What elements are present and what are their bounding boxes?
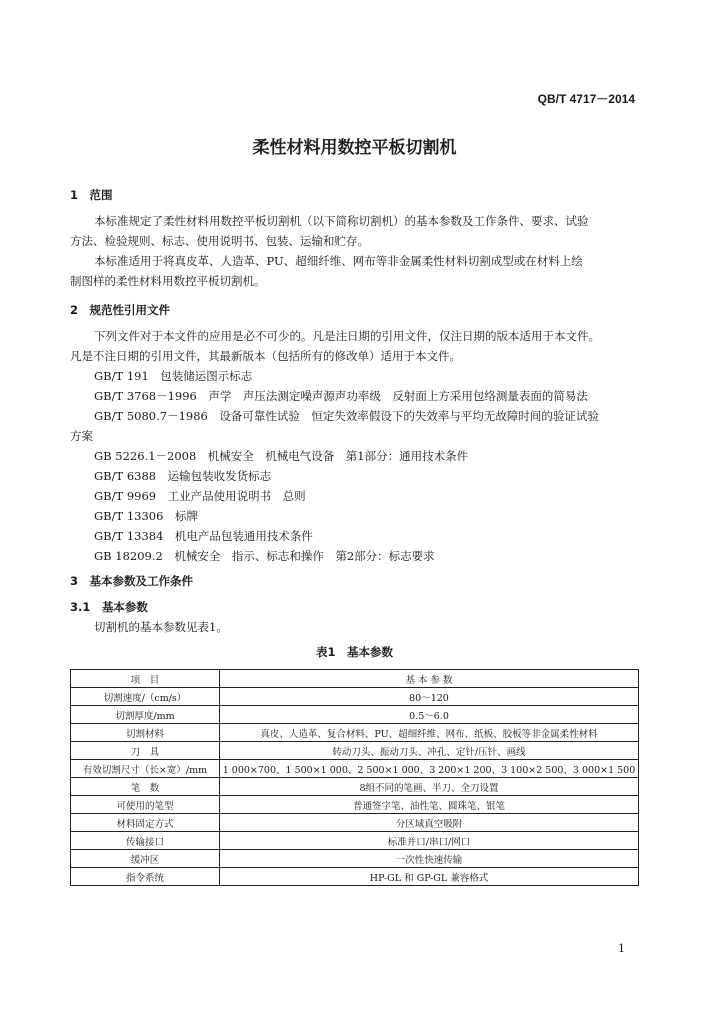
table-row	[71, 796, 639, 814]
standard-number: QB/T 4717－2014	[537, 92, 635, 106]
param-value: HP-GL 和 GP-GL 兼容格式	[220, 868, 639, 886]
table-row	[71, 688, 639, 706]
reference-item: GB/T 13384 机电产品包装通用技术条件	[94, 529, 313, 543]
reference-item: GB/T 13306 标牌	[94, 509, 198, 523]
reference-item: GB/T 3768－1996 声学 声压法测定噪声源声功率级 反射面上方采用包络测量表面的简易法	[94, 389, 588, 403]
param-name: 切割厚度/mm	[71, 706, 220, 724]
table-header-value: 基 本 参 数	[220, 670, 639, 688]
param-name: 指令系统	[71, 868, 220, 886]
table-row	[71, 706, 639, 724]
table-row	[71, 832, 639, 850]
section-2-heading: 2 规范性引用文件	[70, 303, 171, 317]
param-value: 80～120	[220, 688, 639, 706]
section-1-para-2-line-2: 制图样的柔性材料用数控平板切割机。	[70, 274, 266, 288]
table-row	[71, 868, 639, 886]
table-row	[71, 778, 639, 796]
table-header-item: 项 目	[71, 670, 220, 688]
param-value: 8组不同的笔画、半刀、全刀设置	[220, 778, 639, 796]
param-value: 一次性快速传输	[220, 850, 639, 868]
param-value: 标准并口/串口/网口	[220, 832, 639, 850]
section-1-para-1-line-1: 本标准规定了柔性材料用数控平板切割机（以下简称切割机）的基本参数及工作条件、要求、试验	[94, 214, 589, 228]
reference-item: GB 5226.1－2008 机械安全 机械电气设备 第1部分：通用技术条件	[94, 449, 469, 463]
param-name: 可使用的笔型	[71, 796, 220, 814]
param-name: 刀 具	[71, 742, 220, 760]
reference-item: GB/T 5080.7－1986 设备可靠性试验 恒定失效率假设下的失效率与平均无故障时间的验证试验	[94, 409, 599, 423]
param-value: 0.5～6.0	[220, 706, 639, 724]
section-1-heading: 1 范围	[70, 188, 113, 202]
reference-item: GB 18209.2 机械安全 指示、标志和操作 第2部分：标志要求	[94, 549, 435, 563]
section-2-intro-line-1: 下列文件对于本文件的应用是必不可少的。凡是注日期的引用文件，仅注日期的版本适用于本文件。	[94, 329, 600, 343]
table-row	[71, 724, 639, 742]
param-name: 材料固定方式	[71, 814, 220, 832]
document-title: 柔性材料用数控平板切割机	[252, 138, 457, 158]
reference-item: GB/T 191 包装储运图示标志	[94, 369, 253, 383]
reference-item-continuation: 方案	[70, 429, 93, 443]
param-value: 普通签字笔、油性笔、圆珠笔、银笔	[220, 796, 639, 814]
table-row	[71, 814, 639, 832]
section-1-para-2-line-1: 本标准适用于将真皮革、人造革、PU、超细纤维、网布等非金属柔性材料切割成型或在材料上绘	[94, 254, 583, 268]
section-1-para-1-line-2: 方法、检验规则、标志、使用说明书、包装、运输和贮存。	[70, 234, 369, 248]
param-value: 转动刀头、振动刀头、冲孔、定针/压针、画线	[220, 742, 639, 760]
reference-item: GB/T 9969 工业产品使用说明书 总则	[94, 489, 306, 503]
table-row	[71, 760, 639, 778]
table-header-row	[71, 670, 639, 688]
reference-item: GB/T 6388 运输包装收发货标志	[94, 469, 272, 483]
param-name: 切割材料	[71, 724, 220, 742]
param-value: 分区域真空吸附	[220, 814, 639, 832]
param-value: 1 000×700、1 500×1 000、2 500×1 000、3 200×1 200、3 100×2 500、3 000×1 500	[220, 760, 639, 778]
param-name: 缓冲区	[71, 850, 220, 868]
section-2-intro-line-2: 凡是不注日期的引用文件，其最新版本（包括所有的修改单）适用于本文件。	[70, 349, 461, 363]
section-3-1-text: 切割机的基本参数见表1。	[94, 620, 228, 634]
table-row	[71, 850, 639, 868]
param-name: 传输接口	[71, 832, 220, 850]
param-name: 有效切割尺寸（长×宽）/mm	[71, 760, 220, 778]
page-number: 1	[618, 942, 625, 955]
table-caption: 表1 基本参数	[315, 645, 393, 659]
param-value: 真皮、人造革、复合材料、PU、超细纤维、网布、纸板、胶板等非金属柔性材料	[220, 724, 639, 742]
basic-parameters-table	[70, 669, 639, 886]
table-row	[71, 742, 639, 760]
param-name: 切割速度/（cm/s）	[71, 688, 220, 706]
section-3-1-heading: 3.1 基本参数	[70, 600, 148, 614]
section-3-heading: 3 基本参数及工作条件	[70, 574, 194, 588]
param-name: 笔 数	[71, 778, 220, 796]
